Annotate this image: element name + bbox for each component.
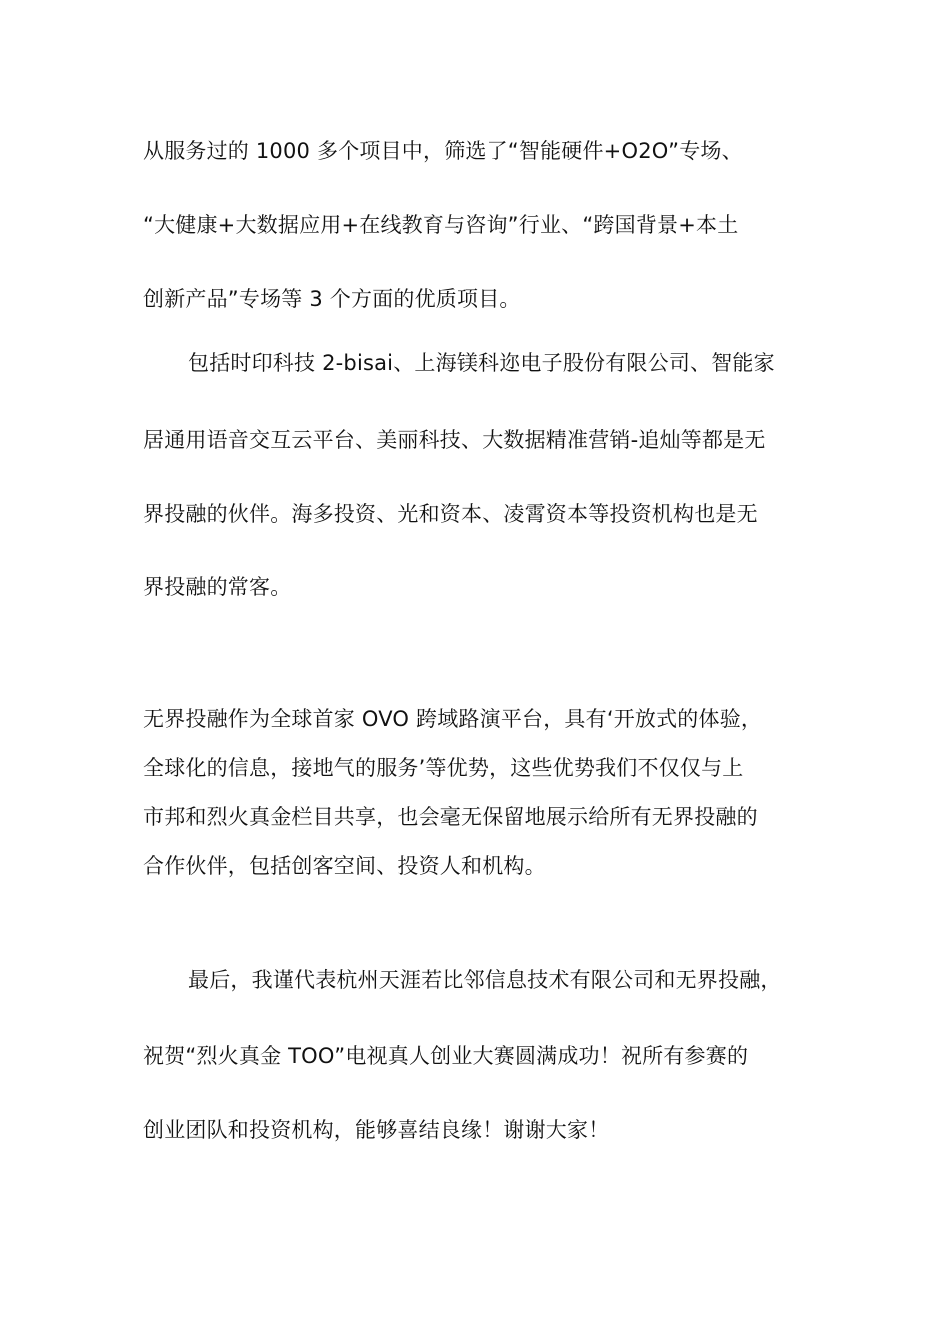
paragraph-3-line-3: 市邦和烈火真金栏目共享，也会毫无保留地展示给所有无界投融的 <box>143 805 758 829</box>
paragraph-3-line-1: 无界投融作为全球首家 OVO 跨域路演平台，具有‘开放式的体验， <box>143 707 763 731</box>
paragraph-2-line-3: 界投融的伙伴。海多投资、光和资本、凌霄资本等投资机构也是无 <box>143 502 758 526</box>
paragraph-1-line-1: 从服务过的 1000 多个项目中，筛选了“智能硬件+O2O”专场、 <box>143 139 743 163</box>
paragraph-2-line-2: 居通用语音交互云平台、美丽科技、大数据精准营销-追灿等都是无 <box>143 428 766 452</box>
paragraph-4-line-1: 最后，我谨代表杭州天涯若比邻信息技术有限公司和无界投融， <box>188 968 782 992</box>
paragraph-4-line-3: 创业团队和投资机构，能够喜结良缘！谢谢大家！ <box>143 1118 610 1142</box>
paragraph-2-line-4: 界投融的常客。 <box>143 575 292 599</box>
paragraph-4-line-2: 祝贺“烈火真金 TOO”电视真人创业大赛圆满成功！祝所有参赛的 <box>143 1044 749 1068</box>
paragraph-3-line-2: 全球化的信息，接地气的服务’等优势，这些优势我们不仅仅与上 <box>143 756 744 780</box>
paragraph-1-line-3: 创新产品”专场等 3 个方面的优质项目。 <box>143 287 521 311</box>
paragraph-3-line-4: 合作伙伴，包括创客空间、投资人和机构。 <box>143 854 546 878</box>
paragraph-1-line-2: “大健康+大数据应用+在线教育与咨询”行业、“跨国背景+本土 <box>143 213 739 237</box>
paragraph-2-line-1: 包括时印科技 2-bisai、上海镁科迩电子股份有限公司、智能家 <box>188 351 775 375</box>
